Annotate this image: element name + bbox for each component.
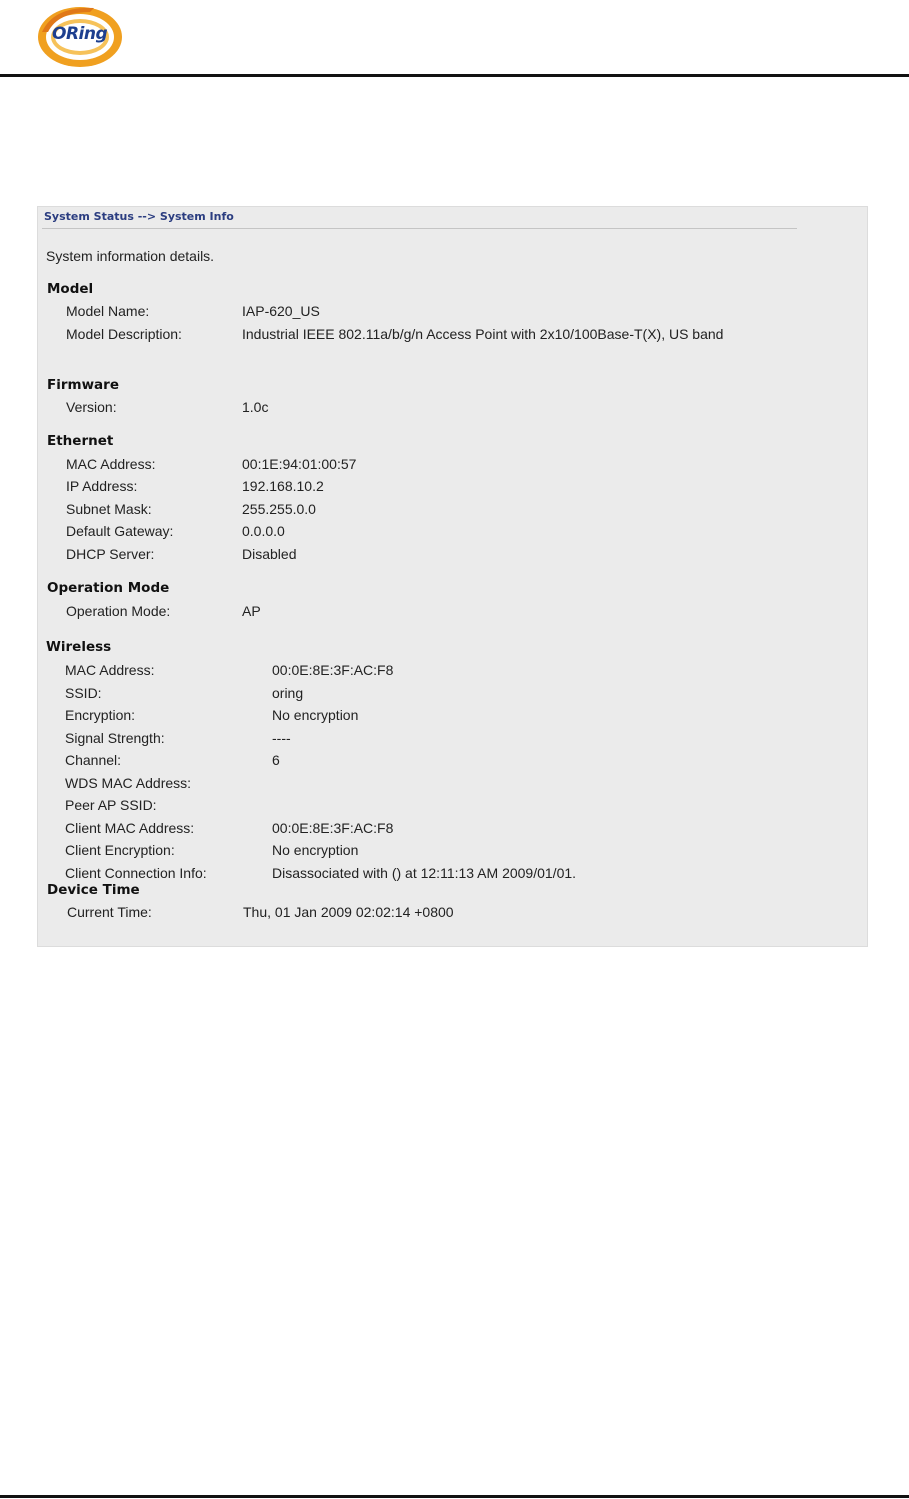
firmware-heading: Firmware <box>47 377 119 393</box>
ethernet-ip-label: IP Address: <box>66 478 138 494</box>
device-time-heading: Device Time <box>47 882 140 898</box>
ethernet-mac-label: MAC Address: <box>66 456 156 472</box>
model-description-value: Industrial IEEE 802.11a/b/g/n Access Point with 2x10/100Base-T(X), US band <box>242 326 724 342</box>
current-time-label: Current Time: <box>67 904 152 920</box>
wireless-encryption-value: No encryption <box>272 707 359 723</box>
operation-mode-label: Operation Mode: <box>66 603 171 619</box>
model-heading: Model <box>47 281 94 297</box>
current-time-value: Thu, 01 Jan 2009 02:02:14 +0800 <box>243 904 454 920</box>
model-name-value: IAP-620_US <box>242 303 320 319</box>
wireless-ssid-label: SSID: <box>65 685 102 701</box>
wireless-channel-label: Channel: <box>65 752 122 768</box>
wireless-client-connection-value: Disassociated with () at 12:11:13 AM 2009/01/01. <box>272 865 577 881</box>
ethernet-dhcp-value: Disabled <box>242 546 297 562</box>
wireless-mac-label: MAC Address: <box>65 662 155 678</box>
ethernet-dhcp-label: DHCP Server: <box>66 546 155 562</box>
ethernet-mask-label: Subnet Mask: <box>66 501 152 517</box>
oring-logo <box>34 2 126 70</box>
model-name-label: Model Name: <box>66 303 150 319</box>
wireless-client-mac-value: 00:0E:8E:3F:AC:F8 <box>272 820 394 836</box>
wireless-client-connection-label: Client Connection Info: <box>65 865 207 881</box>
intro-text: System information details. <box>46 248 215 264</box>
wireless-heading: Wireless <box>46 639 112 655</box>
wireless-wds-mac-label: WDS MAC Address: <box>65 775 192 791</box>
breadcrumb: System Status --> System Info <box>44 210 234 223</box>
ethernet-heading: Ethernet <box>47 433 114 449</box>
wireless-channel-value: 6 <box>272 752 280 768</box>
wireless-client-encryption-label: Client Encryption: <box>65 842 175 858</box>
model-description-label: Model Description: <box>66 326 182 342</box>
wireless-encryption-label: Encryption: <box>65 707 136 723</box>
wireless-client-mac-label: Client MAC Address: <box>65 820 195 836</box>
operation-mode-value: AP <box>242 603 261 619</box>
footer-rule <box>0 1495 909 1498</box>
ethernet-mac-value: 00:1E:94:01:00:57 <box>242 456 357 472</box>
wireless-peer-ssid-label: Peer AP SSID: <box>65 797 157 813</box>
firmware-version-label: Version: <box>66 399 117 415</box>
wireless-ssid-value: oring <box>272 685 304 701</box>
operation-heading: Operation Mode <box>47 580 170 596</box>
wireless-mac-value: 00:0E:8E:3F:AC:F8 <box>272 662 394 678</box>
wireless-signal-value: ---- <box>272 730 291 746</box>
firmware-version-value: 1.0c <box>242 399 269 415</box>
header-rule <box>0 74 909 77</box>
ethernet-mask-value: 255.255.0.0 <box>242 501 316 517</box>
ethernet-ip-value: 192.168.10.2 <box>242 478 324 494</box>
system-info-panel <box>37 206 868 947</box>
wireless-signal-label: Signal Strength: <box>65 730 165 746</box>
ethernet-gateway-label: Default Gateway: <box>66 523 174 539</box>
logo-text: ORing <box>52 24 108 44</box>
wireless-client-encryption-value: No encryption <box>272 842 359 858</box>
breadcrumb-divider <box>42 228 797 229</box>
ethernet-gateway-value: 0.0.0.0 <box>242 523 285 539</box>
